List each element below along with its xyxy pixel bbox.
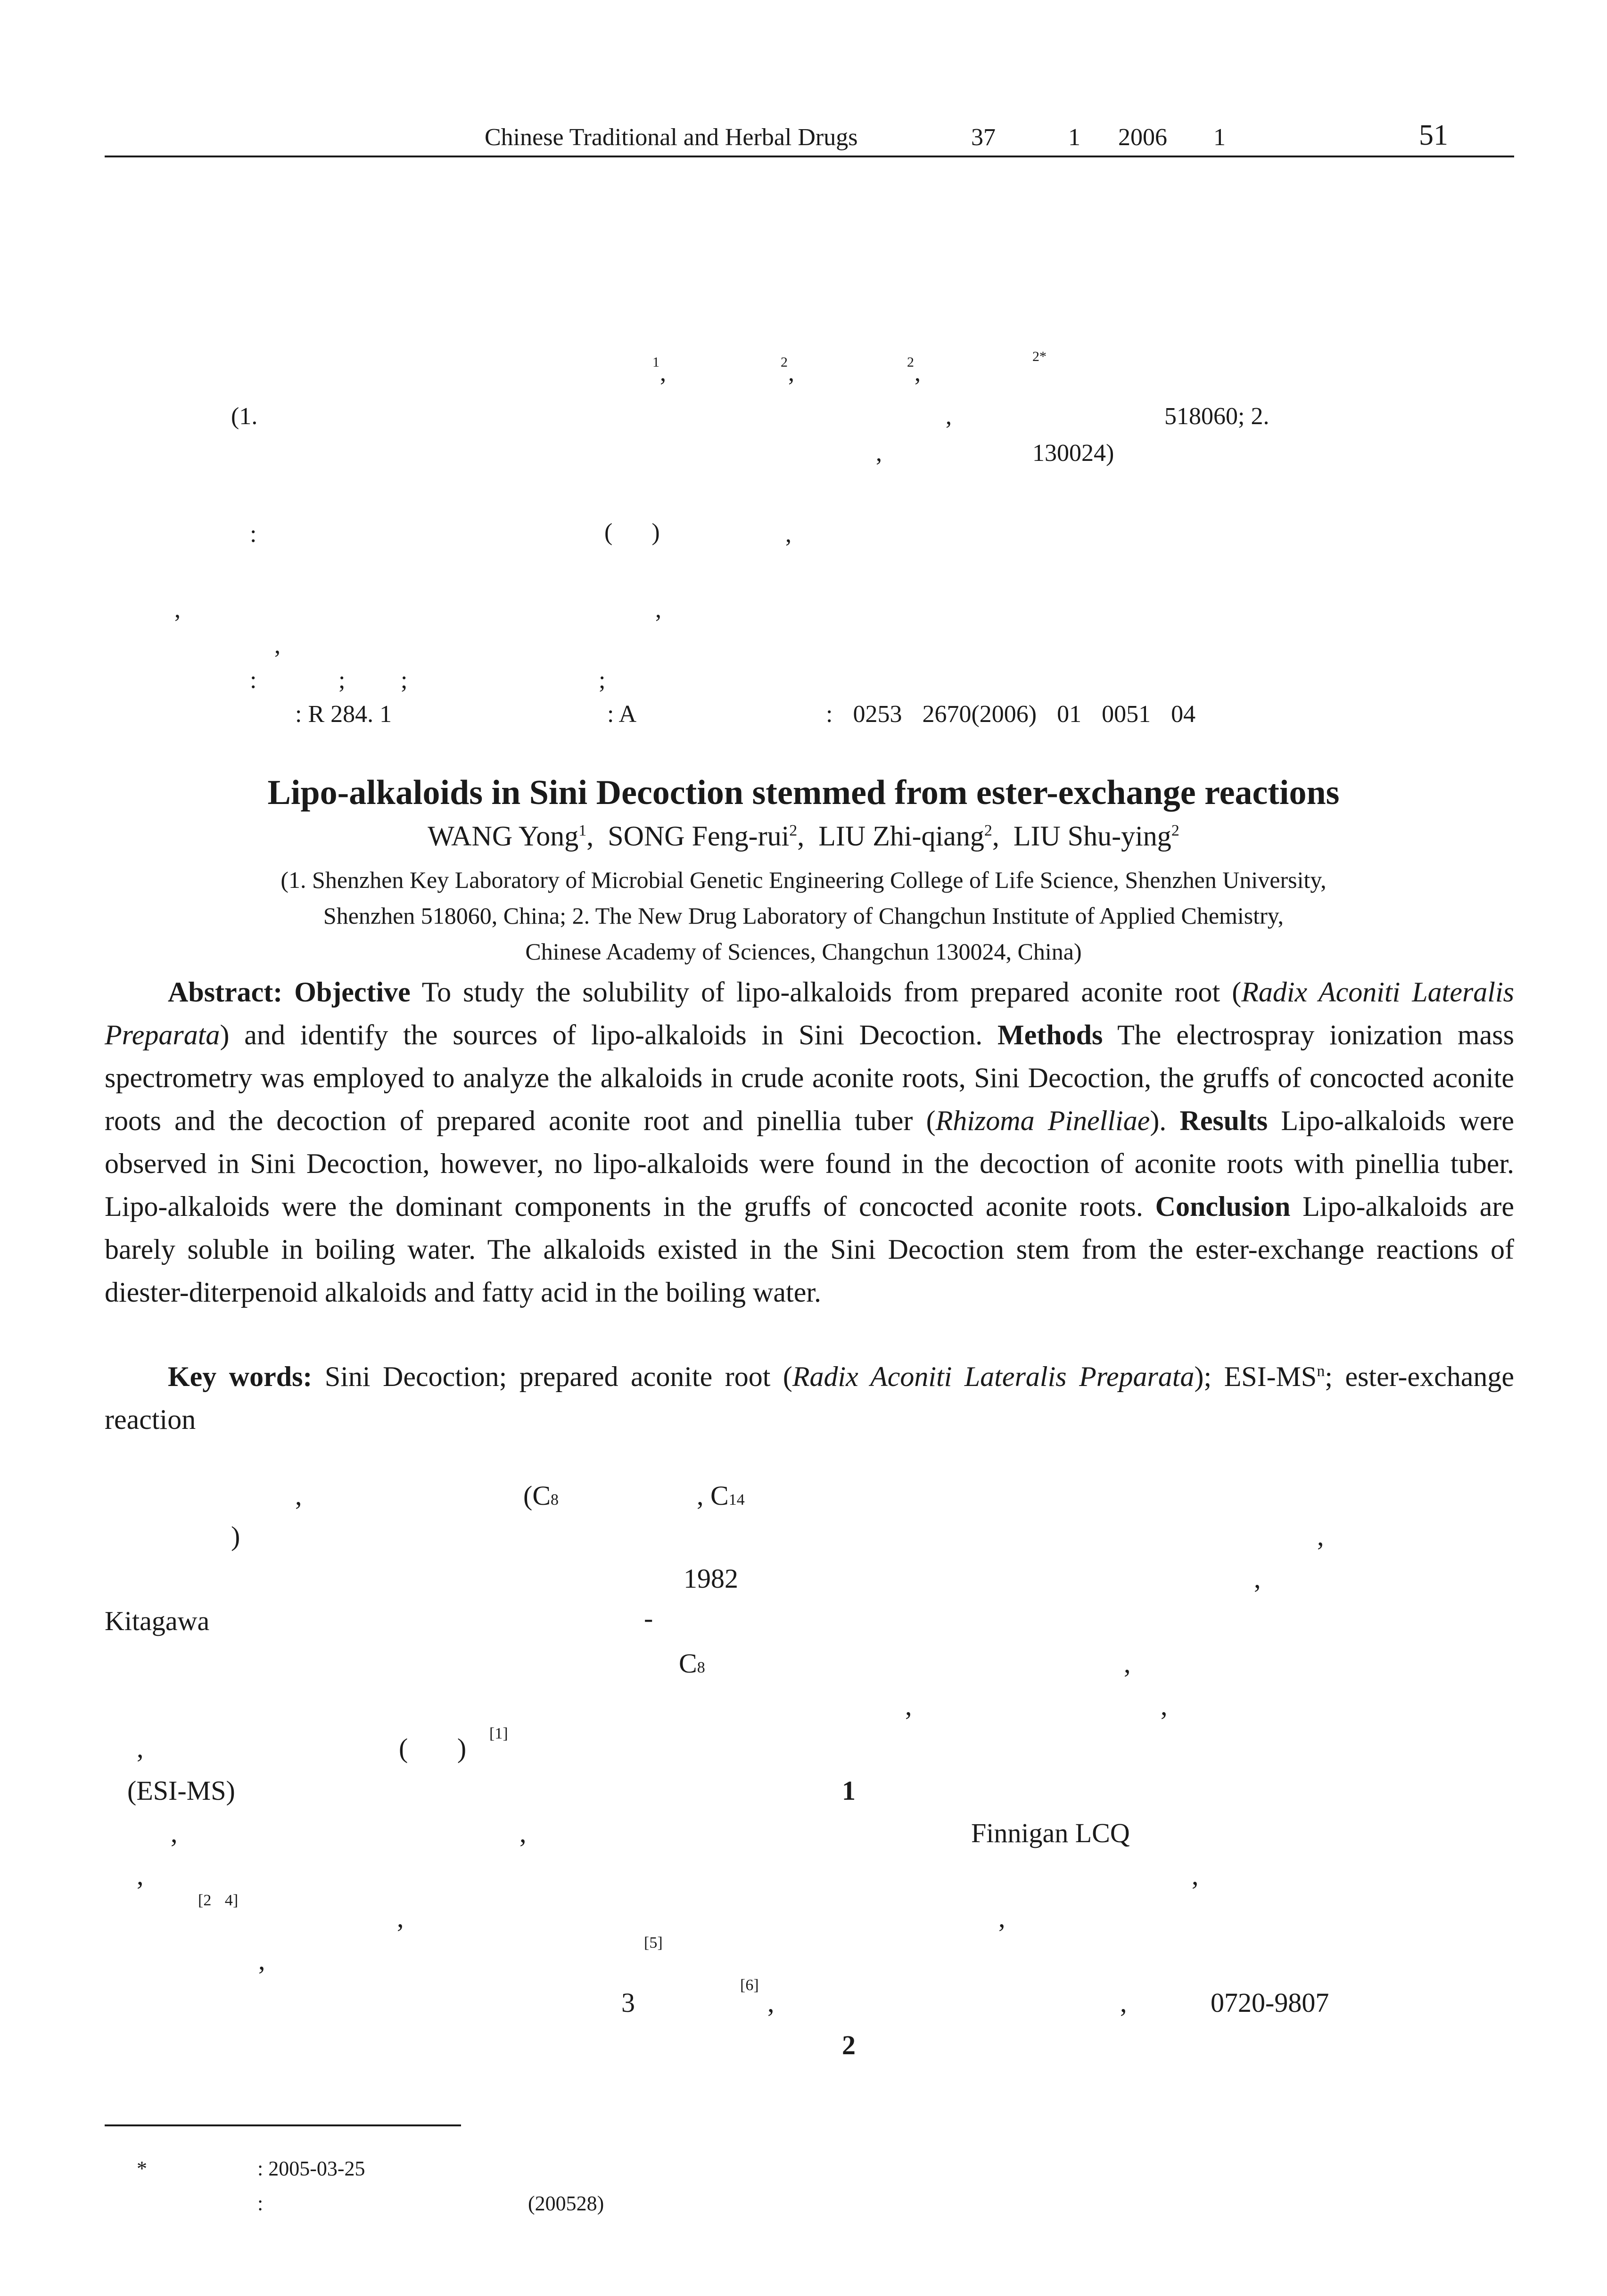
journal-name: Chinese Traditional and Herbal Drugs (485, 124, 858, 151)
body-c8-text: (C (523, 1480, 551, 1511)
methods-label: Methods (997, 1019, 1103, 1050)
latin-name: Rhizoma Pinelliae (935, 1105, 1150, 1136)
footnote-rule (105, 2124, 461, 2126)
body-comma: , (998, 1902, 1005, 1933)
cn-affil1-code: 518060; 2. (1164, 403, 1269, 430)
fund-number: (200528) (528, 2192, 604, 2215)
body-comma: , (767, 1987, 775, 2018)
body-code: 0720-9807 (1211, 1987, 1329, 2018)
header-rule (105, 156, 1514, 157)
cn-affil2-comma: , (876, 440, 882, 467)
page-number: 51 (1419, 119, 1448, 151)
body-comma: , (295, 1480, 302, 1511)
body-comma: , (397, 1902, 404, 1933)
abstract-label: Abstract: (168, 976, 283, 1008)
keywords-text: Sini Decoction; prepared aconite root ( (324, 1361, 792, 1392)
footnote-star: * (137, 2157, 147, 2180)
cn-abstract-colon: : (250, 521, 257, 548)
english-title: Lipo-alkaloids in Sini Decoction stemmed from ester-exchange reactions (267, 773, 1340, 812)
keywords-text: ); ESI-MS (1194, 1361, 1317, 1392)
objective-label: Objective (294, 976, 411, 1008)
article-number: : 0253 2670(2006) 01 0051 04 (826, 701, 1196, 728)
english-authors: WANG Yong$^1$, SONG Feng-rui$^2$, LIU Zhi-qiang$^2$, LIU Shu-ying$^2$ (428, 820, 1179, 852)
author-sep-2: , (788, 360, 794, 386)
body-c14-text: , C (697, 1480, 729, 1511)
author-mark: 2 (984, 822, 992, 839)
objective-text-2: ) and identify the sources of lipo-alkaloids in Sini Decoction. (220, 1019, 983, 1050)
fund-colon: : (257, 2192, 264, 2215)
author-mark: 1 (578, 822, 587, 839)
body-c14-subscript: 14 (728, 1491, 745, 1509)
body-comma: , (137, 1733, 144, 1763)
year: 2006 (1118, 124, 1167, 151)
body-comma: , (171, 1818, 178, 1848)
latin-name: Radix Aconiti Lateralis Preparata (105, 976, 1515, 1050)
body-comma: , (258, 1945, 265, 1976)
author-mark-4: 2* (1032, 349, 1047, 364)
keywords-label: Key words: (168, 1361, 313, 1392)
affiliation-line: Chinese Academy of Sciences, Changchun 130024, China) (525, 938, 1082, 965)
body-c8-subscript: 8 (551, 1491, 559, 1509)
conclusion-label: Conclusion (1155, 1191, 1291, 1222)
english-keywords (105, 1355, 1514, 1441)
section-number: 2 (842, 2030, 856, 2060)
body-paren: ( ) (399, 1733, 467, 1763)
cn-affil1-open: (1. (231, 403, 258, 430)
citation-ref: [2 4] (198, 1892, 239, 1909)
author-mark: 2 (789, 822, 798, 839)
cn-keywords-semi-1: ; (338, 667, 346, 694)
body-comma: , (1192, 1860, 1199, 1891)
cn-line3-comma: , (274, 632, 280, 659)
author-mark: 2 (1171, 822, 1179, 839)
body-comma: , (519, 1818, 527, 1848)
author-name: WANG Yong (428, 820, 579, 852)
citation-ref: [1] (489, 1725, 508, 1742)
author-name: SONG Feng-rui (608, 820, 790, 852)
keywords-superscript: n (1317, 1362, 1325, 1380)
document-code: : A (607, 701, 637, 728)
author-mark-2: 2 (781, 354, 788, 370)
body-comma: , (1124, 1648, 1131, 1679)
body-comma: , (905, 1690, 912, 1721)
body-paren: ) (231, 1521, 240, 1551)
author-mark-1: 1 (652, 354, 659, 370)
cn-abstract-comma: , (785, 521, 791, 548)
author-sep-3: , (915, 360, 921, 386)
cn-line2-comma-b: , (655, 596, 661, 623)
body-comma: , (1317, 1521, 1324, 1551)
body-comma: , (1161, 1690, 1168, 1721)
volume-number: 37 (971, 124, 996, 151)
author-name: LIU Zhi-qiang (818, 820, 984, 852)
citation-ref: [5] (644, 1934, 663, 1952)
received-date: : 2005-03-25 (257, 2157, 365, 2180)
cn-abstract-paren: ( ) (604, 519, 660, 546)
author-sep-1: , (660, 360, 666, 386)
body-c8-subscript: 8 (697, 1659, 705, 1676)
results-label: Results (1179, 1105, 1268, 1136)
body-c8-text: C (679, 1648, 697, 1679)
section-number: 1 (842, 1775, 856, 1806)
affiliation-line: Shenzhen 518060, China; 2. The New Drug Laboratory of Changchun Institute of Applied Chemistry, (323, 902, 1284, 929)
month: 1 (1213, 124, 1226, 151)
body-number: 3 (621, 1987, 635, 2018)
cn-keywords-colon: : (250, 667, 257, 694)
cn-affil2-code: 130024) (1032, 440, 1114, 467)
citation-ref: [6] (740, 1976, 759, 1994)
body-c8 (679, 1648, 705, 1679)
methods-text: The electrospray ionization mass spectrometry was employed to analyze the alkaloids in crude aconite roots, Sini Decoction, the gruffs of concocted aconite roots and the decoction of prepared aconite root and pinellia tuber ( (105, 1019, 1514, 1136)
clc-number: : R 284. 1 (295, 701, 392, 728)
methods-text-2: ). (1150, 1105, 1167, 1136)
english-abstract (105, 971, 1514, 1314)
instrument-name: Finnigan LCQ (971, 1818, 1130, 1848)
body-comma: , (137, 1860, 144, 1891)
body-year: 1982 (684, 1563, 738, 1594)
objective-text: To study the solubility of lipo-alkaloids from prepared aconite root ( (421, 976, 1242, 1008)
results-text: Lipo-alkaloids were observed in Sini Decoction, however, no lipo-alkaloids were found in the decoction of aconite roots with pinellia tuber. Lipo-alkaloids were the dominant components in the gruffs of concocted aconite roots. (105, 1105, 1515, 1222)
affiliation-line: (1. Shenzhen Key Laboratory of Microbial Genetic Engineering College of Life Science, Shenzhen University, (280, 867, 1327, 893)
body-esims: (ESI-MS) (127, 1775, 235, 1806)
body-comma: , (1120, 1987, 1127, 2018)
author-mark-3: 2 (907, 354, 914, 370)
cn-line2-comma-a: , (174, 596, 181, 623)
body-comma: , (1254, 1563, 1261, 1594)
conclusion-text: Lipo-alkaloids are barely soluble in boiling water. The alkaloids existed in the Sini Decoction stem from the ester-exchange reactions of diester-diterpenoid alkaloids and fatty acid in the boiling water. (105, 1191, 1515, 1308)
cn-keywords-semi-2: ; (401, 667, 408, 694)
cn-affil1-comma: , (946, 403, 952, 430)
body-c8 (523, 1480, 559, 1511)
cn-keywords-semi-3: ; (599, 667, 606, 694)
issue-number: 1 (1068, 124, 1080, 151)
body-author-name: Kitagawa (105, 1606, 210, 1636)
body-c14 (697, 1480, 745, 1511)
latin-name: Radix Aconiti Lateralis Preparata (792, 1361, 1195, 1392)
author-name: LIU Shu-ying (1013, 820, 1171, 852)
keywords-text: ; ester-exchange reaction (105, 1361, 1515, 1435)
body-dash: - (644, 1603, 653, 1633)
